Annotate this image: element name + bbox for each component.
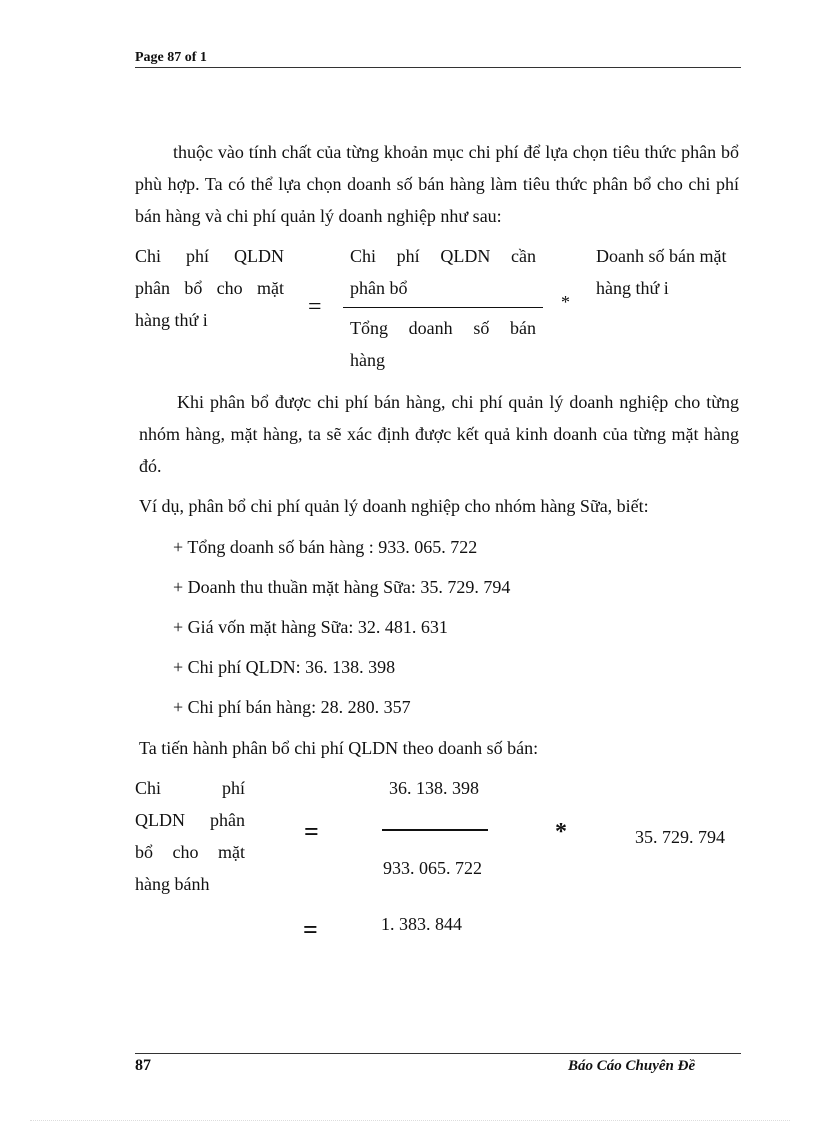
footer-title: Báo Cáo Chuyên Đề: [568, 1058, 696, 1074]
page-header: [135, 50, 741, 68]
fact-item: + Chi phí QLDN: 36. 138. 398: [173, 657, 396, 677]
formula2-multiply-sign: *: [555, 819, 567, 845]
formula2-left-line: Chi phí: [135, 778, 245, 798]
paragraph-1: thuộc vào tính chất của từng khoản mục chi phí để lựa chọn tiêu thức phân bổ phù hợp. Ta có thể lựa chọn doanh số bán hàng làm tiêu thức phân bổ cho chi phí bán hàng và chi phí quản lý doanh nghiệp như sau:: [135, 142, 739, 226]
formula1-fraction-bar: [343, 307, 543, 308]
formula1-left-line: Chi phí QLDN: [135, 246, 284, 266]
formula1-right-line: Doanh số bán mặt: [596, 246, 727, 266]
allocation-intro: Ta tiến hành phân bổ chi phí QLDN theo doanh số bán:: [139, 738, 539, 758]
footer-rule: [135, 1053, 741, 1054]
formula1-right: [596, 240, 742, 304]
formula1-left-line: phân bổ cho mặt: [135, 278, 284, 298]
formula2-numerator: 36. 138. 398: [389, 778, 479, 798]
formula2-result-equals-sign: =: [303, 915, 318, 944]
formula1-denominator-line: hàng: [350, 350, 385, 370]
formula1-left: [135, 240, 284, 336]
formula2-left: [135, 772, 245, 900]
fact-item: + Chi phí bán hàng: 28. 280. 357: [173, 697, 411, 717]
fact-item: + Tổng doanh số bán hàng : 933. 065. 722: [173, 537, 478, 557]
formula1-numerator: [350, 240, 536, 304]
formula2-result: 1. 383. 844: [381, 914, 462, 934]
formula1-equals-sign: =: [308, 294, 322, 320]
formula1-numerator-line: Chi phí QLDN cần: [350, 246, 536, 266]
formula1-right-line: hàng thứ i: [596, 278, 669, 298]
example-intro: Ví dụ, phân bổ chi phí quản lý doanh nghiệp cho nhóm hàng Sữa, biết:: [139, 496, 649, 516]
formula1-denominator-line: Tổng doanh số bán: [350, 318, 536, 338]
footer-page-number: 87: [135, 1057, 151, 1074]
page-bottom-divider: [30, 1120, 790, 1121]
formula2-left-line: QLDN phân: [135, 810, 245, 830]
formula1-multiply-sign: *: [561, 292, 570, 312]
fact-item: + Doanh thu thuần mặt hàng Sữa: 35. 729. 794: [173, 577, 511, 597]
formula1-left-line: hàng thứ i: [135, 310, 208, 330]
formula2-equals-sign: =: [304, 817, 319, 846]
formula1-numerator-line: phân bổ: [350, 278, 408, 298]
formula2-multiplier: 35. 729. 794: [635, 827, 725, 847]
fact-item: + Giá vốn mặt hàng Sữa: 32. 481. 631: [173, 617, 448, 637]
formula2-denominator: 933. 065. 722: [383, 858, 482, 878]
formula1-denominator: [350, 312, 536, 376]
page-label: Page 87 of 1: [135, 50, 207, 65]
paragraph-2: Khi phân bổ được chi phí bán hàng, chi phí quản lý doanh nghiệp cho từng nhóm hàng, mặt hàng, ta sẽ xác định được kết quả kinh doanh của từng mặt hàng đó.: [139, 392, 739, 476]
formula2-left-line: hàng bánh: [135, 874, 210, 894]
formula2-fraction-bar: [382, 829, 488, 831]
formula2-left-line: bổ cho mặt: [135, 842, 245, 862]
